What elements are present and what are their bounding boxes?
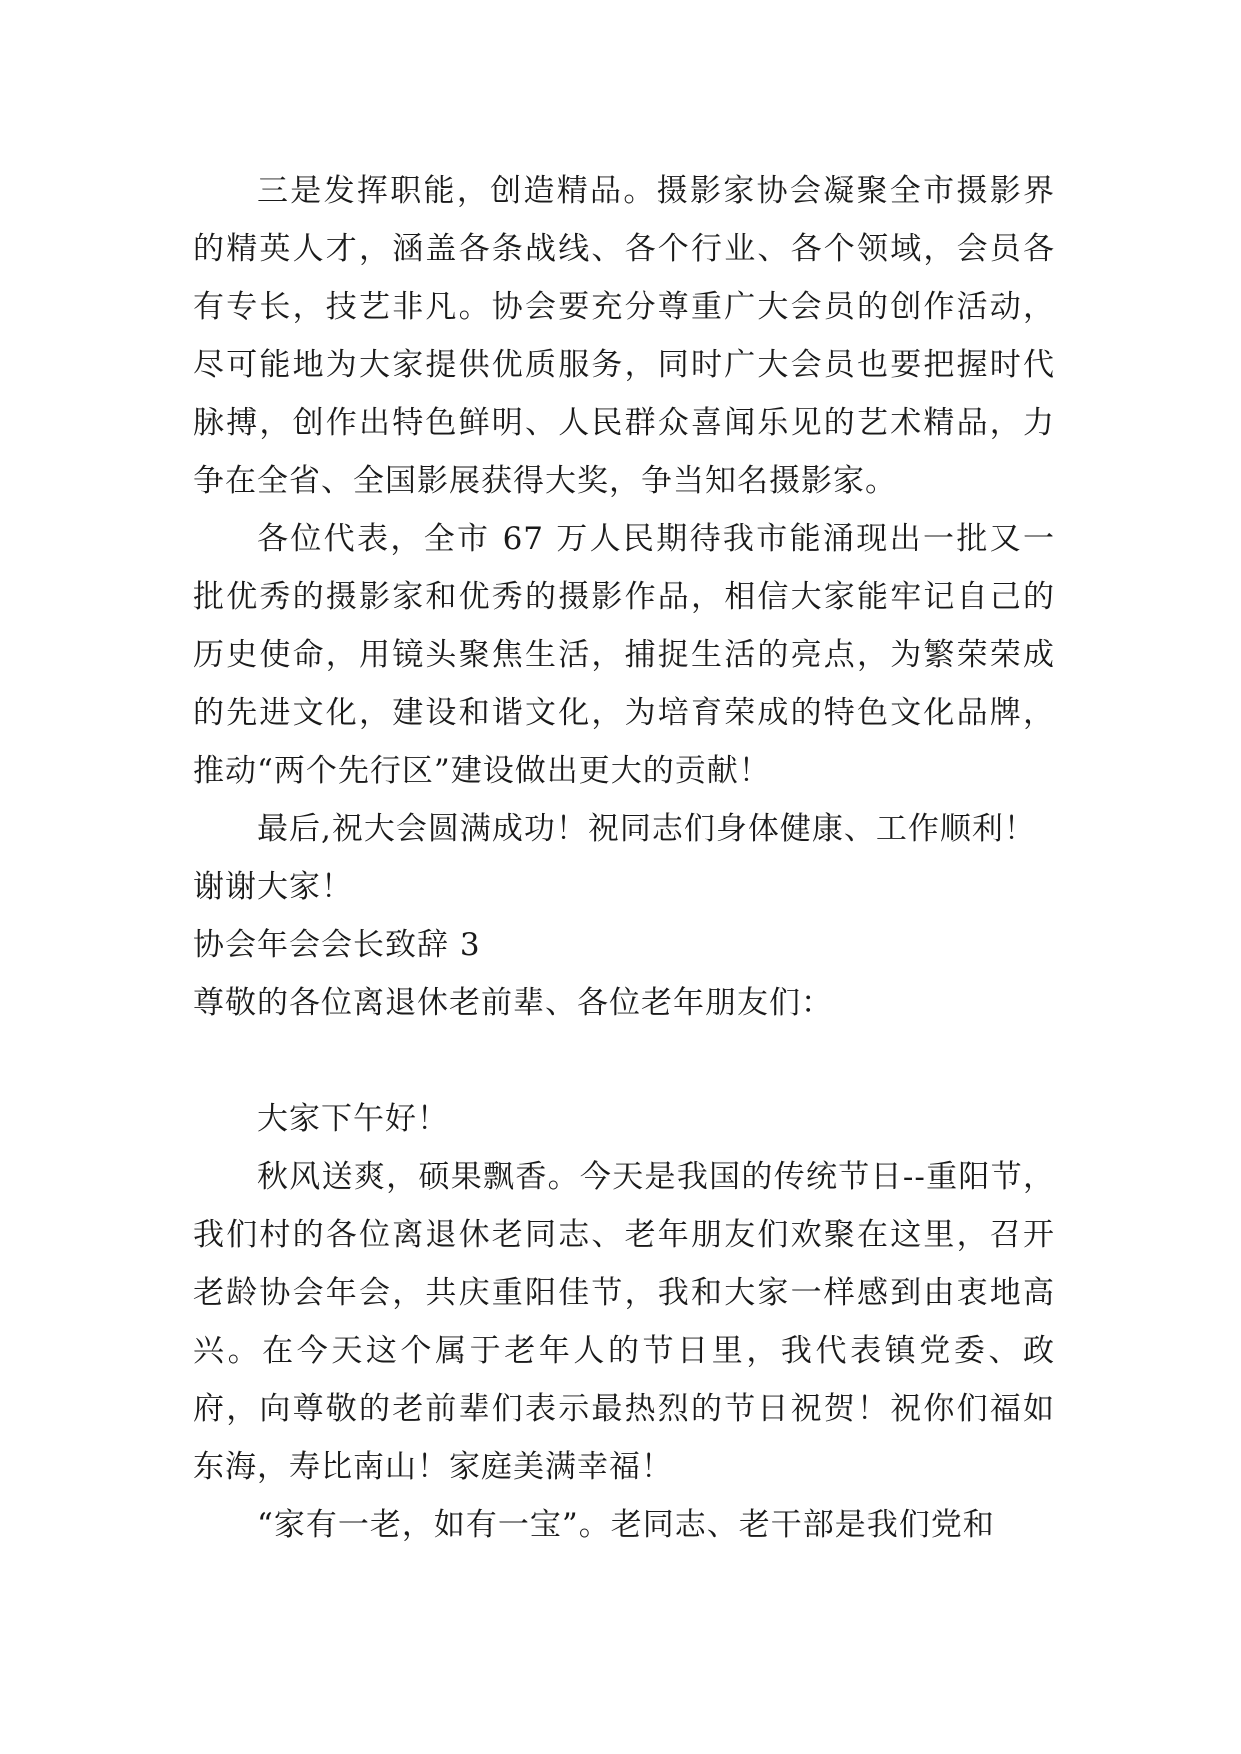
greeting: 大家下午好！: [257, 1101, 449, 1137]
blank-line: [193, 1032, 1055, 1090]
document-body: [193, 162, 1055, 1554]
paragraph-elders: “家有一老，如有一宝”。老同志、老干部是我们党和: [257, 1507, 995, 1543]
paragraph-closing-wishes: 最后,祝大会圆满成功！祝同志们身体健康、工作顺利！: [257, 811, 1036, 847]
thanks-line: 谢谢大家！: [193, 869, 353, 905]
paragraph-representatives: 各位代表，全市 67 万人民期待我市能涌现出一批又一批优秀的摄影家和优秀的摄影作品，相信大家能牢记自己的历史使命，用镜头聚焦生活，捕捉生活的亮点，为繁荣荣成的先进文化，建设和谐文化，为培育荣成的特色文化品牌，推动“两个先行区”建设做出更大的贡献！: [193, 521, 1055, 789]
salutation: 尊敬的各位离退休老前辈、各位老年朋友们：: [193, 985, 833, 1021]
section-title: 协会年会会长致辞 3: [193, 927, 481, 963]
paragraph-functions: 三是发挥职能，创造精品。摄影家协会凝聚全市摄影界的精英人才，涵盖各条战线、各个行业、各个领域，会员各有专长，技艺非凡。协会要充分尊重广大会员的创作活动，尽可能地为大家提供优质服务，同时广大会员也要把握时代脉搏，创作出特色鲜明、人民群众喜闻乐见的艺术精品，力争在全省、全国影展获得大奖，争当知名摄影家。: [193, 173, 1055, 499]
paragraph-double-ninth: 秋风送爽，硕果飘香。今天是我国的传统节日--重阳节，我们村的各位离退休老同志、老年朋友们欢聚在这里，召开老龄协会年会，共庆重阳佳节，我和大家一样感到由衷地高兴。在今天这个属于老年人的节日里，我代表镇党委、政府，向尊敬的老前辈们表示最热烈的节日祝贺！祝你们福如东海，寿比南山！家庭美满幸福！: [193, 1159, 1055, 1485]
